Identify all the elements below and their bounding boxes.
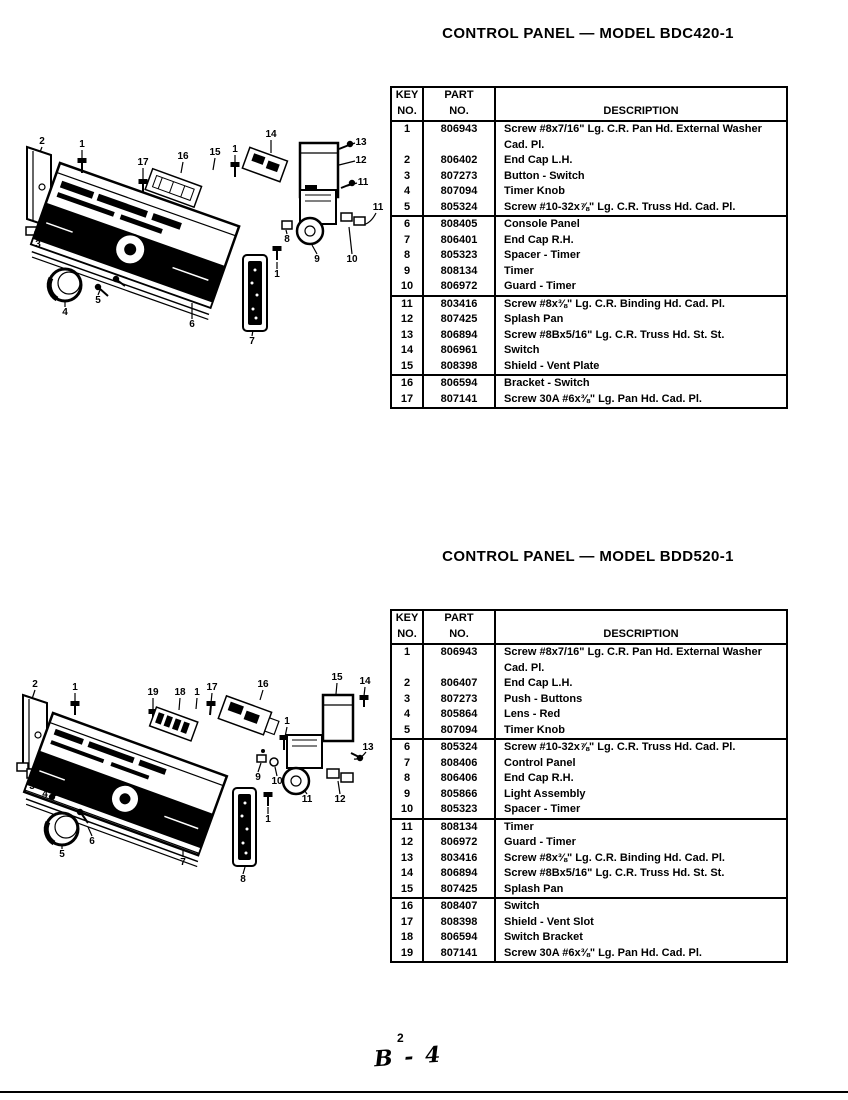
table-row — [391, 248, 787, 264]
desc-cell: Screw #10-32x⅞" Lg. C.R. Truss Hd. Cad. Pl. — [495, 739, 787, 756]
table-row — [391, 707, 787, 723]
parts-table — [390, 609, 788, 963]
callout-1: 1 — [284, 716, 290, 727]
light-assembly-shape — [257, 749, 278, 766]
key-cell: 12 — [391, 312, 423, 328]
table-row — [391, 343, 787, 359]
desc-cell: Screw 30A #6x⅜" Lg. Pan Hd. Cad. Pl. — [504, 392, 702, 405]
callout-1: 1 — [265, 814, 271, 825]
handwritten-mark: B - 4 — [373, 1041, 444, 1073]
desc-cell: Console Panel — [495, 216, 787, 233]
callout-15: 15 — [209, 147, 221, 158]
part-cell: 807094 — [423, 723, 495, 740]
desc-cell: Shield - Vent Plate — [504, 359, 600, 372]
table-row — [391, 866, 787, 882]
part-cell: 806972 — [423, 835, 495, 851]
part-cell: 807141 — [423, 392, 495, 409]
desc-cell: End Cap R.H. — [504, 233, 574, 246]
table-row — [391, 756, 787, 772]
callout-3: 3 — [29, 781, 35, 792]
table-row — [391, 819, 787, 836]
exploded-diagram-bdc420 — [5, 115, 390, 400]
callout-9: 9 — [255, 772, 261, 783]
callout-2: 2 — [32, 679, 38, 690]
desc-cell: End Cap R.H. — [504, 772, 574, 784]
desc-cell: Button - Switch — [504, 169, 585, 182]
vent-shield-shape — [323, 695, 353, 741]
table-row — [391, 153, 787, 169]
table-row — [391, 835, 787, 851]
callout-6: 6 — [189, 319, 195, 330]
desc-cell: End Cap L.H. — [504, 677, 573, 689]
callout-1: 1 — [79, 139, 85, 150]
key-cell: 16 — [391, 898, 423, 915]
key-cell: 8 — [391, 248, 423, 264]
callout-7: 7 — [249, 336, 255, 347]
callout-19: 19 — [147, 687, 159, 698]
desc-cell: End Cap L.H. — [504, 154, 573, 166]
callout-4: 4 — [62, 307, 68, 318]
callout-16: 16 — [257, 679, 269, 690]
part-cell: 806961 — [423, 343, 495, 359]
table-row — [391, 802, 787, 819]
part-cell: 808398 — [423, 359, 495, 376]
key-cell: 14 — [391, 343, 423, 359]
part-cell: 808398 — [423, 915, 495, 931]
switch-assembly-shape — [218, 696, 281, 738]
callout-9: 9 — [314, 254, 320, 265]
part-cell: 808134 — [423, 264, 495, 280]
key-cell: 9 — [391, 264, 423, 280]
callout-17: 17 — [206, 682, 218, 693]
page-bottom-rule — [0, 1091, 848, 1093]
part-cell: 806894 — [423, 866, 495, 882]
desc-cell: Spacer - Timer — [504, 803, 581, 815]
desc-cell: Spacer - Timer — [504, 249, 581, 261]
key-cell: 6 — [391, 216, 423, 233]
key-cell: 15 — [391, 882, 423, 899]
key-cell: 13 — [391, 851, 423, 867]
callout-10: 10 — [346, 254, 358, 265]
diagram-line-art — [5, 115, 390, 400]
table-row — [391, 233, 787, 249]
part-cell: 806402 — [423, 153, 495, 169]
table-row — [391, 898, 787, 915]
key-cell: 1 — [391, 121, 423, 153]
callout-18: 18 — [174, 687, 186, 698]
part-cell: 806943 — [423, 121, 495, 153]
table-row — [391, 676, 787, 692]
desc-cell: Switch — [504, 344, 540, 356]
callout-14: 14 — [359, 676, 371, 687]
table-row — [391, 296, 787, 313]
part-cell: 806972 — [423, 279, 495, 296]
key-cell: 4 — [391, 184, 423, 200]
key-cell: 4 — [391, 707, 423, 723]
desc-cell: Splash Pan — [504, 882, 564, 895]
part-cell: 807273 — [423, 692, 495, 708]
part-cell: 807273 — [423, 169, 495, 185]
desc-cell: Timer Knob — [504, 723, 565, 736]
key-cell: 5 — [391, 723, 423, 740]
callout-14: 14 — [265, 129, 277, 140]
switch-bracket-shape — [242, 147, 287, 181]
key-cell: 12 — [391, 835, 423, 851]
column-header-key-no: KEY NO. — [391, 610, 423, 644]
callout-1: 1 — [194, 687, 200, 698]
key-cell: 9 — [391, 787, 423, 803]
timer-shape — [297, 190, 336, 244]
column-header-description: DESCRIPTION — [495, 610, 787, 644]
desc-cell: Screw #8x⅜" Lg. C.R. Binding Hd. Cad. Pl. — [495, 296, 787, 313]
key-cell: 10 — [391, 802, 423, 819]
diagram-line-art — [5, 655, 390, 955]
table-row — [391, 169, 787, 185]
part-cell: 806594 — [423, 930, 495, 946]
callout-13: 13 — [362, 742, 374, 753]
desc-cell: Switch Bracket — [504, 931, 583, 943]
desc-cell: Screw #8x⅜" Lg. C.R. Binding Hd. Cad. Pl. — [504, 851, 725, 864]
table-row — [391, 279, 787, 296]
callout-11: 11 — [357, 177, 369, 188]
key-cell: 2 — [391, 676, 423, 692]
key-cell: 7 — [391, 756, 423, 772]
page-number: 2 — [397, 1031, 404, 1045]
table-row — [391, 739, 787, 756]
callout-1: 1 — [232, 144, 238, 155]
table-row — [391, 915, 787, 931]
timer-knob-shape — [49, 269, 81, 301]
desc-cell: Control Panel — [504, 756, 576, 769]
table-row — [391, 312, 787, 328]
part-cell: 808406 — [423, 756, 495, 772]
push-button-strip-shape — [150, 707, 198, 741]
table-row — [391, 692, 787, 708]
key-cell: 17 — [391, 392, 423, 409]
callout-12: 12 — [334, 794, 346, 805]
timer-shape — [283, 735, 322, 794]
table-row — [391, 946, 787, 963]
table-row — [391, 184, 787, 200]
callout-12: 12 — [355, 155, 367, 166]
desc-cell: Shield - Vent Slot — [504, 915, 594, 928]
table-row — [391, 882, 787, 899]
callout-17: 17 — [137, 157, 149, 168]
vent-shield-shape — [300, 143, 338, 197]
key-cell: 19 — [391, 946, 423, 963]
part-cell: 806401 — [423, 233, 495, 249]
table-row — [391, 771, 787, 787]
callout-1: 1 — [72, 682, 78, 693]
parts-table-bdc420 — [390, 86, 788, 409]
part-cell: 806594 — [423, 375, 495, 392]
desc-cell: Switch — [495, 898, 787, 915]
table-row — [391, 392, 787, 409]
key-cell: 11 — [391, 819, 423, 836]
callout-11: 11 — [301, 794, 313, 805]
column-header-description: DESCRIPTION — [495, 87, 787, 121]
callout-7: 7 — [180, 857, 186, 868]
table-row — [391, 328, 787, 344]
part-cell: 805866 — [423, 787, 495, 803]
desc-cell: Push - Buttons — [504, 692, 583, 705]
key-cell: 5 — [391, 200, 423, 217]
spacer-timer-shape — [282, 221, 292, 229]
part-cell: 805324 — [423, 739, 495, 756]
table-row — [391, 359, 787, 376]
key-cell: 14 — [391, 866, 423, 882]
key-cell: 17 — [391, 915, 423, 931]
timer-guard-shape — [341, 213, 365, 225]
part-cell: 803416 — [423, 851, 495, 867]
part-cell: 806943 — [423, 644, 495, 676]
table-row — [391, 644, 787, 676]
key-cell: 2 — [391, 153, 423, 169]
table-row — [391, 787, 787, 803]
callout-8: 8 — [284, 234, 290, 245]
timer-guard-shape — [327, 769, 353, 782]
column-header-key-no: KEY NO. — [391, 87, 423, 121]
desc-cell: Screw #10-32x⅞" Lg. C.R. Truss Hd. Cad. Pl. — [504, 200, 736, 213]
key-cell: 6 — [391, 739, 423, 756]
table-row — [391, 851, 787, 867]
part-cell: 805323 — [423, 248, 495, 264]
key-cell: 10 — [391, 279, 423, 296]
callout-16: 16 — [177, 151, 189, 162]
timer-knob-shape — [46, 813, 78, 845]
desc-cell: Screw #8x7/16" Lg. C.R. Pan Hd. External Washer Cad. Pl. — [504, 646, 762, 674]
key-cell: 8 — [391, 771, 423, 787]
key-cell: 11 — [391, 296, 423, 313]
splash-pan-shape — [233, 788, 256, 866]
desc-cell: Timer — [504, 264, 534, 277]
callout-4: 4 — [42, 789, 48, 800]
desc-cell: Lens - Red — [504, 708, 561, 720]
part-cell: 805323 — [423, 802, 495, 819]
part-cell: 808407 — [423, 898, 495, 915]
part-cell: 806407 — [423, 676, 495, 692]
callout-11: 11 — [372, 202, 384, 213]
key-cell: 3 — [391, 169, 423, 185]
callout-10: 10 — [271, 776, 283, 787]
column-header-part-no: PART NO. — [423, 610, 495, 644]
table-row — [391, 216, 787, 233]
column-header-part-no: PART NO. — [423, 87, 495, 121]
callout-6: 6 — [89, 836, 95, 847]
table-row — [391, 723, 787, 740]
callout-5: 5 — [95, 295, 101, 306]
callout-13: 13 — [355, 137, 367, 148]
key-cell: 16 — [391, 375, 423, 392]
parts-table-bdd520 — [390, 609, 788, 963]
part-cell: 807425 — [423, 312, 495, 328]
desc-cell: Guard - Timer — [504, 280, 576, 292]
desc-cell: Screw 30A #6x⅜" Lg. Pan Hd. Cad. Pl. — [504, 946, 702, 959]
part-cell: 806406 — [423, 771, 495, 787]
splash-pan-shape — [243, 255, 267, 331]
table-row — [391, 375, 787, 392]
callout-1: 1 — [274, 269, 280, 280]
desc-cell: Screw #8Bx5/16" Lg. C.R. Truss Hd. St. St. — [504, 867, 725, 879]
key-cell: 1 — [391, 644, 423, 676]
exploded-diagram-bdd520 — [5, 655, 390, 955]
part-cell: 806894 — [423, 328, 495, 344]
part-cell: 805864 — [423, 707, 495, 723]
callout-2: 2 — [39, 136, 45, 147]
table-row — [391, 121, 787, 153]
key-cell: 15 — [391, 359, 423, 376]
part-cell: 807425 — [423, 882, 495, 899]
parts-table — [390, 86, 788, 409]
callout-15: 15 — [331, 672, 343, 683]
part-cell: 807094 — [423, 184, 495, 200]
desc-cell: Timer Knob — [504, 185, 565, 197]
desc-cell: Screw #8Bx5/16" Lg. C.R. Truss Hd. St. St. — [504, 328, 725, 341]
desc-cell: Bracket - Switch — [495, 375, 787, 392]
key-cell: 3 — [391, 692, 423, 708]
callout-3: 3 — [35, 239, 41, 250]
section-title-bdc420: CONTROL PANEL — MODEL BDC420-1 — [442, 25, 734, 42]
key-cell: 13 — [391, 328, 423, 344]
callout-5: 5 — [59, 849, 65, 860]
part-cell: 808405 — [423, 216, 495, 233]
desc-cell: Splash Pan — [504, 313, 564, 325]
table-row — [391, 264, 787, 280]
part-cell: 803416 — [423, 296, 495, 313]
part-cell: 805324 — [423, 200, 495, 217]
desc-cell: Light Assembly — [504, 787, 586, 800]
part-cell: 808134 — [423, 819, 495, 836]
desc-cell: Timer — [495, 819, 787, 836]
part-cell: 807141 — [423, 946, 495, 963]
desc-cell: Guard - Timer — [504, 836, 576, 848]
key-cell: 7 — [391, 233, 423, 249]
table-row — [391, 930, 787, 946]
desc-cell: Screw #8x7/16" Lg. C.R. Pan Hd. External Washer Cad. Pl. — [504, 123, 762, 151]
section-title-bdd520: CONTROL PANEL — MODEL BDD520-1 — [442, 548, 734, 565]
table-row — [391, 200, 787, 217]
key-cell: 18 — [391, 930, 423, 946]
callout-8: 8 — [240, 874, 246, 885]
